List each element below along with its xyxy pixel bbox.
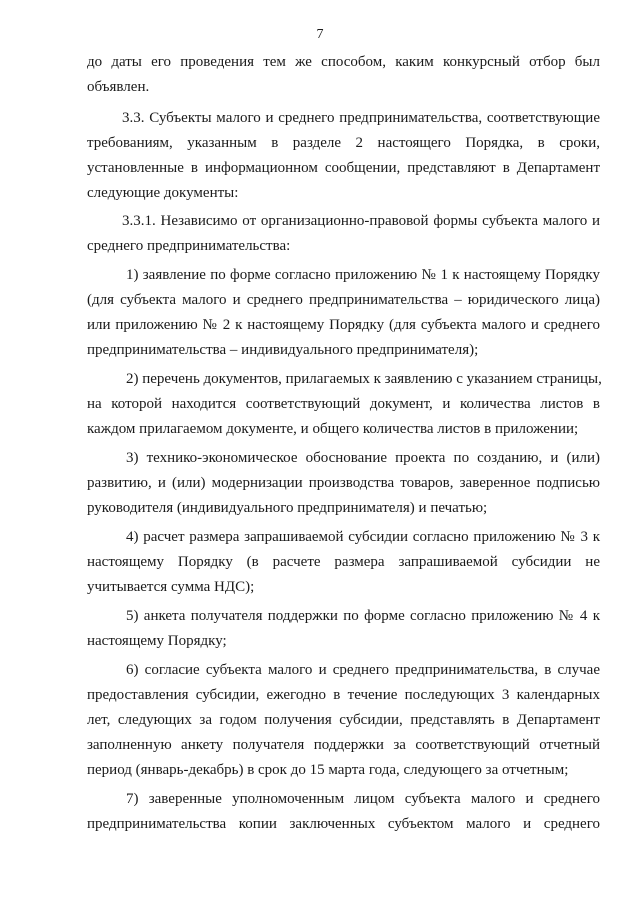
text-line: предпринимательства – индивидуального предпринимателя); (87, 342, 479, 358)
text-line: период (январь-декабрь) в срок до 15 марта года, следующего за отчетным; (87, 762, 569, 778)
text-line: требованиям, указанным в разделе 2 настоящего Порядка, в сроки, (87, 135, 600, 151)
text-line: следующие документы: (87, 185, 239, 201)
text-line: 3.3. Субъекты малого и среднего предпринимательства, соответствующие (122, 110, 600, 126)
text-line: настоящему Порядку; (87, 633, 227, 649)
text-line: установленные в информационном сообщении, представляют в Департамент (87, 160, 600, 176)
text-line: 4) расчет размера запрашиваемой субсидии согласно приложению № 3 к (126, 529, 600, 545)
text-line: 3) технико-экономическое обоснование проекта по созданию, и (или) (126, 450, 600, 466)
text-line: 1) заявление по форме согласно приложению № 1 к настоящему Порядку (126, 267, 600, 283)
text-line: предпринимательства копии заключенных субъектом малого и среднего (87, 816, 600, 832)
page-number: 7 (316, 27, 324, 42)
text-line: на которой находится соответствующий документ, и количества листов в (87, 396, 600, 412)
text-line: 3.3.1. Независимо от организационно-правовой формы субъекта малого и (122, 213, 600, 229)
text-line: 6) согласие субъекта малого и среднего предпринимательства, в случае (126, 662, 600, 678)
text-line: объявлен. (87, 79, 150, 95)
text-line: или приложению № 2 к настоящему Порядку (для субъекта малого и среднего (87, 317, 600, 333)
text-line: учитывается сумма НДС); (87, 579, 255, 595)
text-line: заполненную анкету получателя поддержки за соответствующий отчетный (87, 737, 600, 753)
text-line: настоящему Порядку (в расчете размера запрашиваемой субсидии не (87, 554, 600, 570)
text-line: 7) заверенные уполномоченным лицом субъекта малого и среднего (126, 791, 600, 807)
text-line: руководителя (индивидуального предпринимателя) и печатью; (87, 500, 488, 516)
text-line: 2) перечень документов, прилагаемых к заявлению с указанием страницы, (126, 371, 602, 387)
text-line: до даты его проведения тем же способом, каким конкурсный отбор был (87, 54, 600, 70)
text-line: лет, следующих за годом получения субсидии, представлять в Департамент (87, 712, 600, 728)
text-line: предоставления субсидии, ежегодно в течение последующих 3 календарных (87, 687, 600, 703)
text-line: (для субъекта малого и среднего предпринимательства – юридического лица) (87, 292, 600, 308)
text-line: 5) анкета получателя поддержки по форме согласно приложению № 4 к (126, 608, 600, 624)
text-line: среднего предпринимательства: (87, 238, 291, 254)
text-line: развитию, и (или) модернизации производства товаров, заверенное подписью (87, 475, 600, 491)
text-line: каждом прилагаемом документе, и общего количества листов в приложении; (87, 421, 579, 437)
